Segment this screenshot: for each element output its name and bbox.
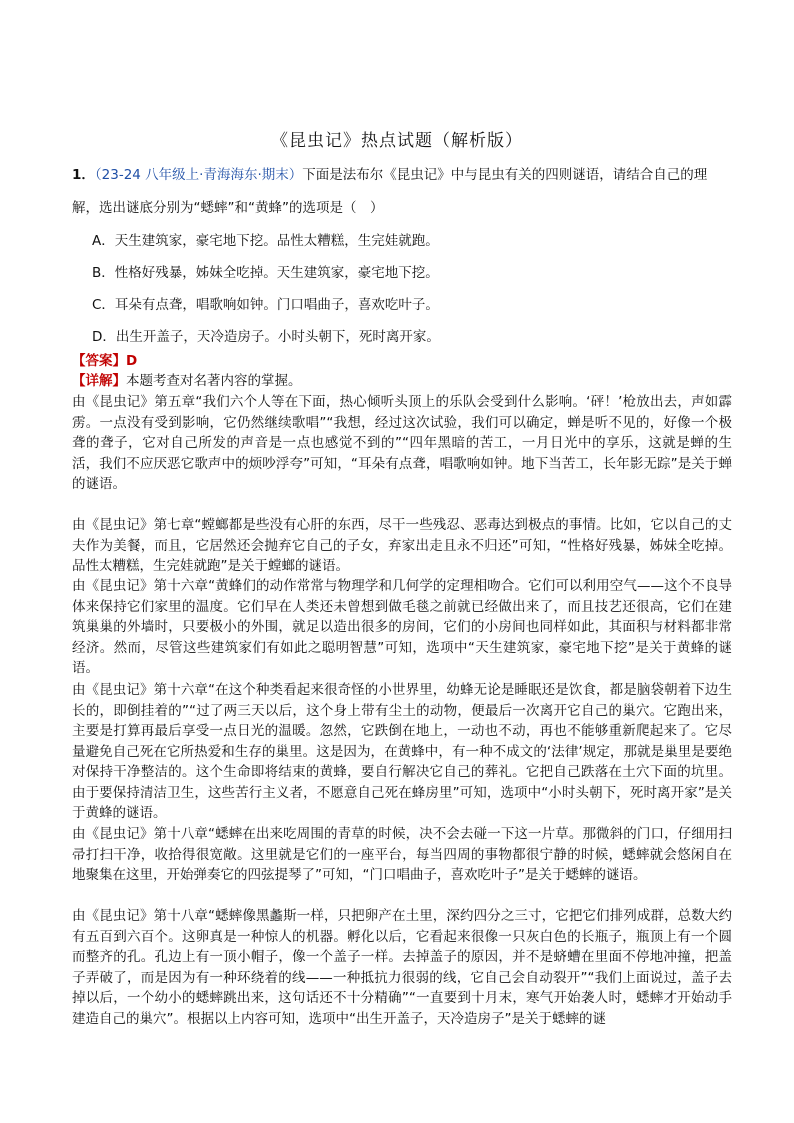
option-d: D．出生开盖子，天冷造房子。小时头朝下，死时离开家。 xyxy=(92,329,440,345)
question-source: （23-24 八年级上·青海海东·期末） xyxy=(94,167,303,183)
explanation-paragraph-1: 由《昆虫记》第五章“我们六个人等在下面，热心倾听头顶上的乐队会受到什么影响。‘砰！’枪放出去，声如霹雳。一点没有受到影响，它仍然继续歌唱”“我想，经过这次试验，我们可以确定，蝉是听不见的，好像一个极聋的聋子，它对自己所发的声音是一点也感觉不到的”“四年黑暗的苦工，一月日光中的享乐，这就是蝉的生活，我们不应厌恶它歌声中的烦吵浮夸”可知，“耳朵有点聋，唱歌响如钟。地下当苦工，长年影无踪”是关于蝉的谜语。 xyxy=(72,394,732,492)
option-b: B．性格好残暴，姊妹全吃掉。天生建筑家，豪宅地下挖。 xyxy=(92,265,439,281)
question-stem-line-2: 解，选出谜底分别为“蟋蟀”和“黄蜂”的选项是（ ） xyxy=(72,200,384,216)
question-stem-line-1: 下面是法布尔《昆虫记》中与昆虫有关的四则谜语，请结合自己的理 xyxy=(302,167,708,183)
explanation-paragraph-6: 由《昆虫记》第十八章“蟋蟀像黑蠡斯一样，只把卵产在土里，深约四分之三寸，它把它们排列成群，总数大约有五百到六百个。这卵真是一种惊人的机器。孵化以后，它看起来很像一只灰白色的长瓶子，瓶顶上有一个圆而整齐的孔。孔边上有一顶小帽子，像一个盖子一样。去掉盖子的原因，并不是蛴螬在里面不停地冲撞，把盖子弄破了，而是因为有一种环绕着的线——一种抵抗力很弱的线，它自己会自动裂开”“我们上面说过，盖子去掉以后，一个幼小的蟋蟀跳出来，这句话还不十分精确”“一直要到十月末，寒气开始袭人时，蟋蟀才开始动手建造自己的巢穴”。根据以上内容可知，选项中“出生开盖子，天冷造房子”是关于蟋蟀的谜 xyxy=(72,908,732,1027)
explanation-paragraph-4: 由《昆虫记》第十六章“在这个种类看起来很奇怪的小世界里，幼蜂无论是睡眠还是饮食，都是脑袋朝着下边生长的，即倒挂着的”“过了两三天以后，这个身上带有尘土的动物，便最后一次离开它自己的巢穴。它跑出来，主要是打算再最后享受一点日光的温暖。忽然，它跌倒在地上，一动也不动，再也不能够重新爬起来了。它尽量避免自己死在它所热爱和生存的巢里。这是因为，在黄蜂中，有一种不成文的‘法律’规定，那就是巢里是要绝对保持干净整洁的。这个生命即将结束的黄蜂，要自行解决它自己的葬礼。它把自己跌落在土穴下面的坑里。由于要保持清洁卫生，这些苦行主义者，不愿意自己死在蜂房里”可知，选项中“小时头朝下，死时离开家”是关于黄蜂的谜语。 xyxy=(72,682,732,821)
option-c: C．耳朵有点聋，唱歌响如钟。门口唱曲子，喜欢吃叶子。 xyxy=(92,297,439,313)
explanation-paragraph-3: 由《昆虫记》第十六章“黄蜂们的动作常常与物理学和几何学的定理相吻合。它们可以利用空气——这个不良导体来保持它们家里的温度。它们早在人类还未曾想到做毛毯之前就已经做出来了，而且技艺还很高，它们在建筑巢巢的外墙时，只要极小的外围，就足以造出很多的房间，它们的小房间也同样如此，其面积与材料都非常经济。然而，尽管这些建筑家们有如此之聪明智慧”可知，选项中“天生建筑家，豪宅地下挖”是关于黄蜂的谜语。 xyxy=(72,578,732,676)
detail-text: 本题考查对名著内容的掌握。 xyxy=(126,373,302,389)
document-title: 《昆虫记》热点试题（解析版） xyxy=(271,131,523,151)
explanation-paragraph-5: 由《昆虫记》第十八章“蟋蟀在出来吃周围的青草的时候，决不会去碰一下这一片草。那微斜的门口，仔细用扫帚打扫干净，收拾得很宽敞。这里就是它们的一座平台，每当四周的事物都很宁静的时候，蟋蟀就会悠闲自在地聚集在这里，开始弹奏它的四弦提琴了”可知，“门口唱曲子，喜欢吃叶子”是关于蟋蟀的谜语。 xyxy=(72,826,732,883)
explanation-paragraph-2: 由《昆虫记》第七章“螳螂都是些没有心肝的东西，尽干一些残忍、恶毒达到极点的事情。比如，它以自己的丈夫作为美餐，而且，它居然还会抛弃它自己的子女，弃家出走且永不归还”可知，“性格好残暴，姊妹全吃掉。品性太糟糕，生完娃就跑”是关于螳螂的谜语。 xyxy=(72,517,732,574)
option-a: A．天生建筑家，豪宅地下挖。品性太糟糕，生完娃就跑。 xyxy=(92,233,439,249)
question-line-1 xyxy=(72,164,732,186)
answer-line xyxy=(72,351,137,371)
detail-tag: 【详解】 xyxy=(72,373,126,389)
question-stem xyxy=(72,164,732,219)
question-number: 1． xyxy=(72,167,95,183)
answer-tag: 【答案】 xyxy=(72,353,126,369)
answer-value: D xyxy=(126,353,138,369)
detail-line xyxy=(72,371,302,391)
